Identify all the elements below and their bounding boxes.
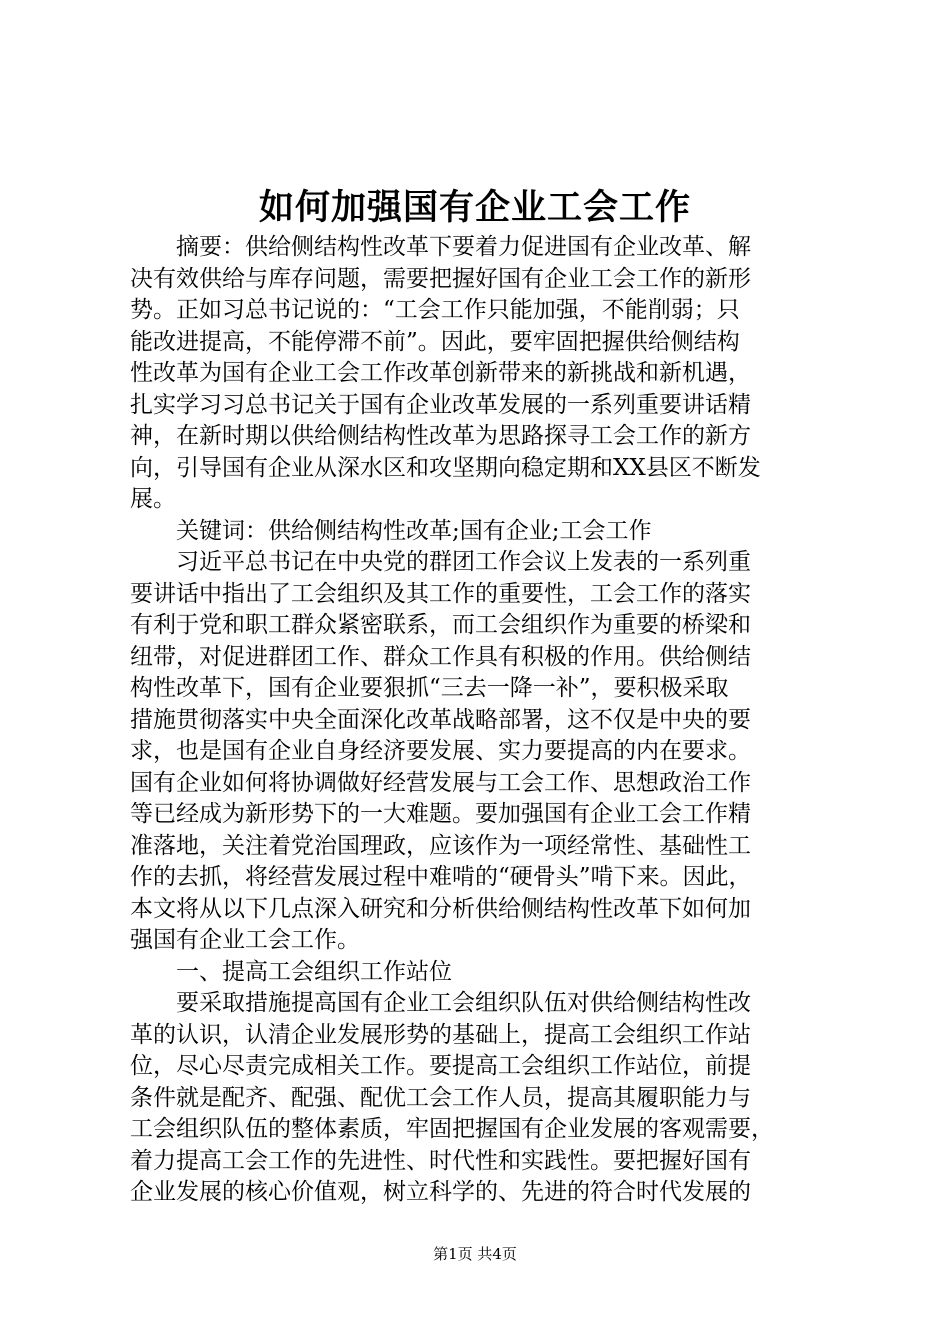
paragraph-line: 求，也是国有企业自身经济要发展、实力要提高的内在要求。 xyxy=(130,738,751,764)
paragraph-line: 准落地，关注着党治国理政，应该作为一项经常性、基础性工 xyxy=(130,832,751,859)
paragraph-line: 革的认识，认清企业发展形势的基础上，提高工会组织工作站 xyxy=(130,1021,751,1048)
paragraph-line: 构性改革下，国有企业要狠抓“三去一降一补”，要积极采取 xyxy=(130,675,729,701)
paragraph-line: 纽带，对促进群团工作、群众工作具有积极的作用。供给侧结 xyxy=(130,643,751,670)
paragraph-line: 习近平总书记在中央党的群团工作会议上发表的一系列重 xyxy=(176,549,751,575)
abstract-line: 性改革为国有企业工会工作改革创新带来的新挑战和新机遇， xyxy=(130,360,751,386)
abstract-line: 神，在新时期以供给侧结构性改革为思路探寻工会工作的新方 xyxy=(130,423,751,449)
paragraph-line: 本文将从以下几点深入研究和分析供给侧结构性改革下如何加 xyxy=(130,895,751,922)
abstract-line: 决有效供给与库存问题，需要把握好国有企业工会工作的新形 xyxy=(130,265,751,292)
abstract-line: 能改进提高，不能停滞不前”。因此，要牢固把握供给侧结构 xyxy=(130,328,740,355)
abstract-line: 扎实学习习总书记关于国有企业改革发展的一系列重要讲话精 xyxy=(130,391,751,418)
paragraph-line: 工会组织队伍的整体素质，牢固把握国有企业发展的客观需要， xyxy=(130,1116,774,1142)
abstract-line: 展。 xyxy=(130,486,176,512)
paragraph-line: 企业发展的核心价值观，树立科学的、先进的符合时代发展的 xyxy=(130,1179,751,1205)
paragraph-line: 位，尽心尽责完成相关工作。要提高工会组织工作站位，前提 xyxy=(130,1053,751,1079)
paragraph-line: 强国有企业工会工作。 xyxy=(130,927,360,953)
paragraph-line: 等已经成为新形势下的一大难题。要加强国有企业工会工作精 xyxy=(130,801,751,827)
paragraph-line: 有利于党和职工群众紧密联系，而工会组织作为重要的桥梁和 xyxy=(130,612,751,638)
abstract-line: 摘要：供给侧结构性改革下要着力促进国有企业改革、解 xyxy=(176,234,751,260)
page-footer: 第1页 共4页 xyxy=(433,1245,517,1263)
paragraph-line: 条件就是配齐、配强、配优工会工作人员，提高其履职能力与 xyxy=(130,1084,751,1111)
abstract-line: 向，引导国有企业从深水区和攻坚期向稳定期和XX县区不断发 xyxy=(130,454,761,481)
abstract-line: 势。正如习总书记说的：“工会工作只能加强，不能削弱；只 xyxy=(130,297,740,323)
keywords-line: 关键词：供给侧结构性改革;国有企业;工会工作 xyxy=(176,517,652,544)
document-body xyxy=(130,232,822,1209)
paragraph-line: 着力提高工会工作的先进性、时代性和实践性。要把握好国有 xyxy=(130,1147,751,1174)
section-heading: 一、提高工会组织工作站位 xyxy=(176,958,452,985)
paragraph-line: 国有企业如何将协调做好经营发展与工会工作、思想政治工作 xyxy=(130,769,751,796)
paragraph-line: 措施贯彻落实中央全面深化改革战略部署，这不仅是中央的要 xyxy=(130,706,751,733)
document-title: 如何加强国有企业工会工作 xyxy=(258,187,691,228)
paragraph-line: 要讲话中指出了工会组织及其工作的重要性，工会工作的落实 xyxy=(130,580,751,607)
paragraph-line: 作的去抓，将经营发展过程中难啃的“硬骨头”啃下来。因此， xyxy=(130,864,752,890)
paragraph-line: 要采取措施提高国有企业工会组织队伍对供给侧结构性改 xyxy=(176,990,751,1016)
